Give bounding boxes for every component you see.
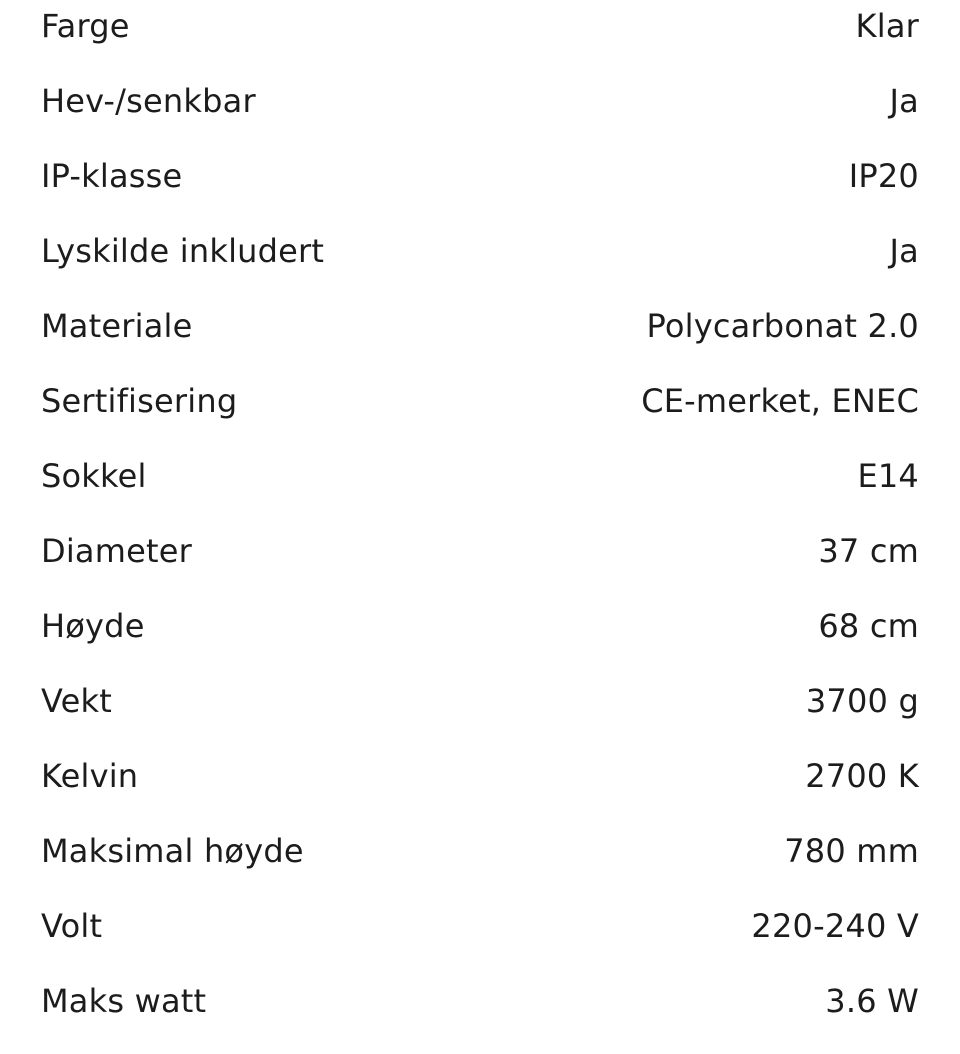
spec-row-vekt [41, 663, 919, 738]
spec-value: 780 mm [784, 831, 919, 870]
spec-label: Maks watt [41, 981, 207, 1020]
spec-value: Polycarbonat 2.0 [646, 306, 919, 345]
spec-label: Sokkel [41, 456, 147, 495]
spec-label: Hev-/senkbar [41, 81, 256, 120]
spec-value: 3700 g [805, 681, 919, 720]
spec-value: 2700 K [805, 756, 919, 795]
spec-value: CE-merket, ENEC [641, 381, 919, 420]
spec-row-maksimal-hoyde [41, 813, 919, 888]
spec-row-maks-watt [41, 963, 919, 1038]
spec-label: Vekt [41, 681, 112, 720]
spec-label: Farge [41, 6, 130, 45]
spec-label: Sertifisering [41, 381, 238, 420]
spec-label: Diameter [41, 531, 192, 570]
spec-value: Ja [889, 81, 919, 120]
spec-label: Volt [41, 906, 103, 945]
spec-value: Ja [889, 231, 919, 270]
spec-value: 220-240 V [751, 906, 919, 945]
spec-row-materiale [41, 288, 919, 363]
spec-label: IP-klasse [41, 156, 183, 195]
spec-row-farge [41, 0, 919, 63]
spec-row-lyskilde [41, 213, 919, 288]
spec-row-sertifisering [41, 363, 919, 438]
spec-label: Kelvin [41, 756, 139, 795]
spec-value: 68 cm [818, 606, 919, 645]
spec-value: Klar [855, 6, 919, 45]
spec-row-hoyde [41, 588, 919, 663]
spec-row-ip-klasse [41, 138, 919, 213]
spec-label: Materiale [41, 306, 193, 345]
spec-value: E14 [857, 456, 919, 495]
spec-label: Høyde [41, 606, 145, 645]
spec-row-kelvin [41, 738, 919, 813]
spec-row-sokkel [41, 438, 919, 513]
spec-row-diameter [41, 513, 919, 588]
spec-label: Maksimal høyde [41, 831, 304, 870]
spec-value: IP20 [848, 156, 919, 195]
spec-label: Lyskilde inkludert [41, 231, 325, 270]
spec-row-volt [41, 888, 919, 963]
spec-value: 3.6 W [825, 981, 919, 1020]
spec-value: 37 cm [818, 531, 919, 570]
spec-row-hev-senkbar [41, 63, 919, 138]
